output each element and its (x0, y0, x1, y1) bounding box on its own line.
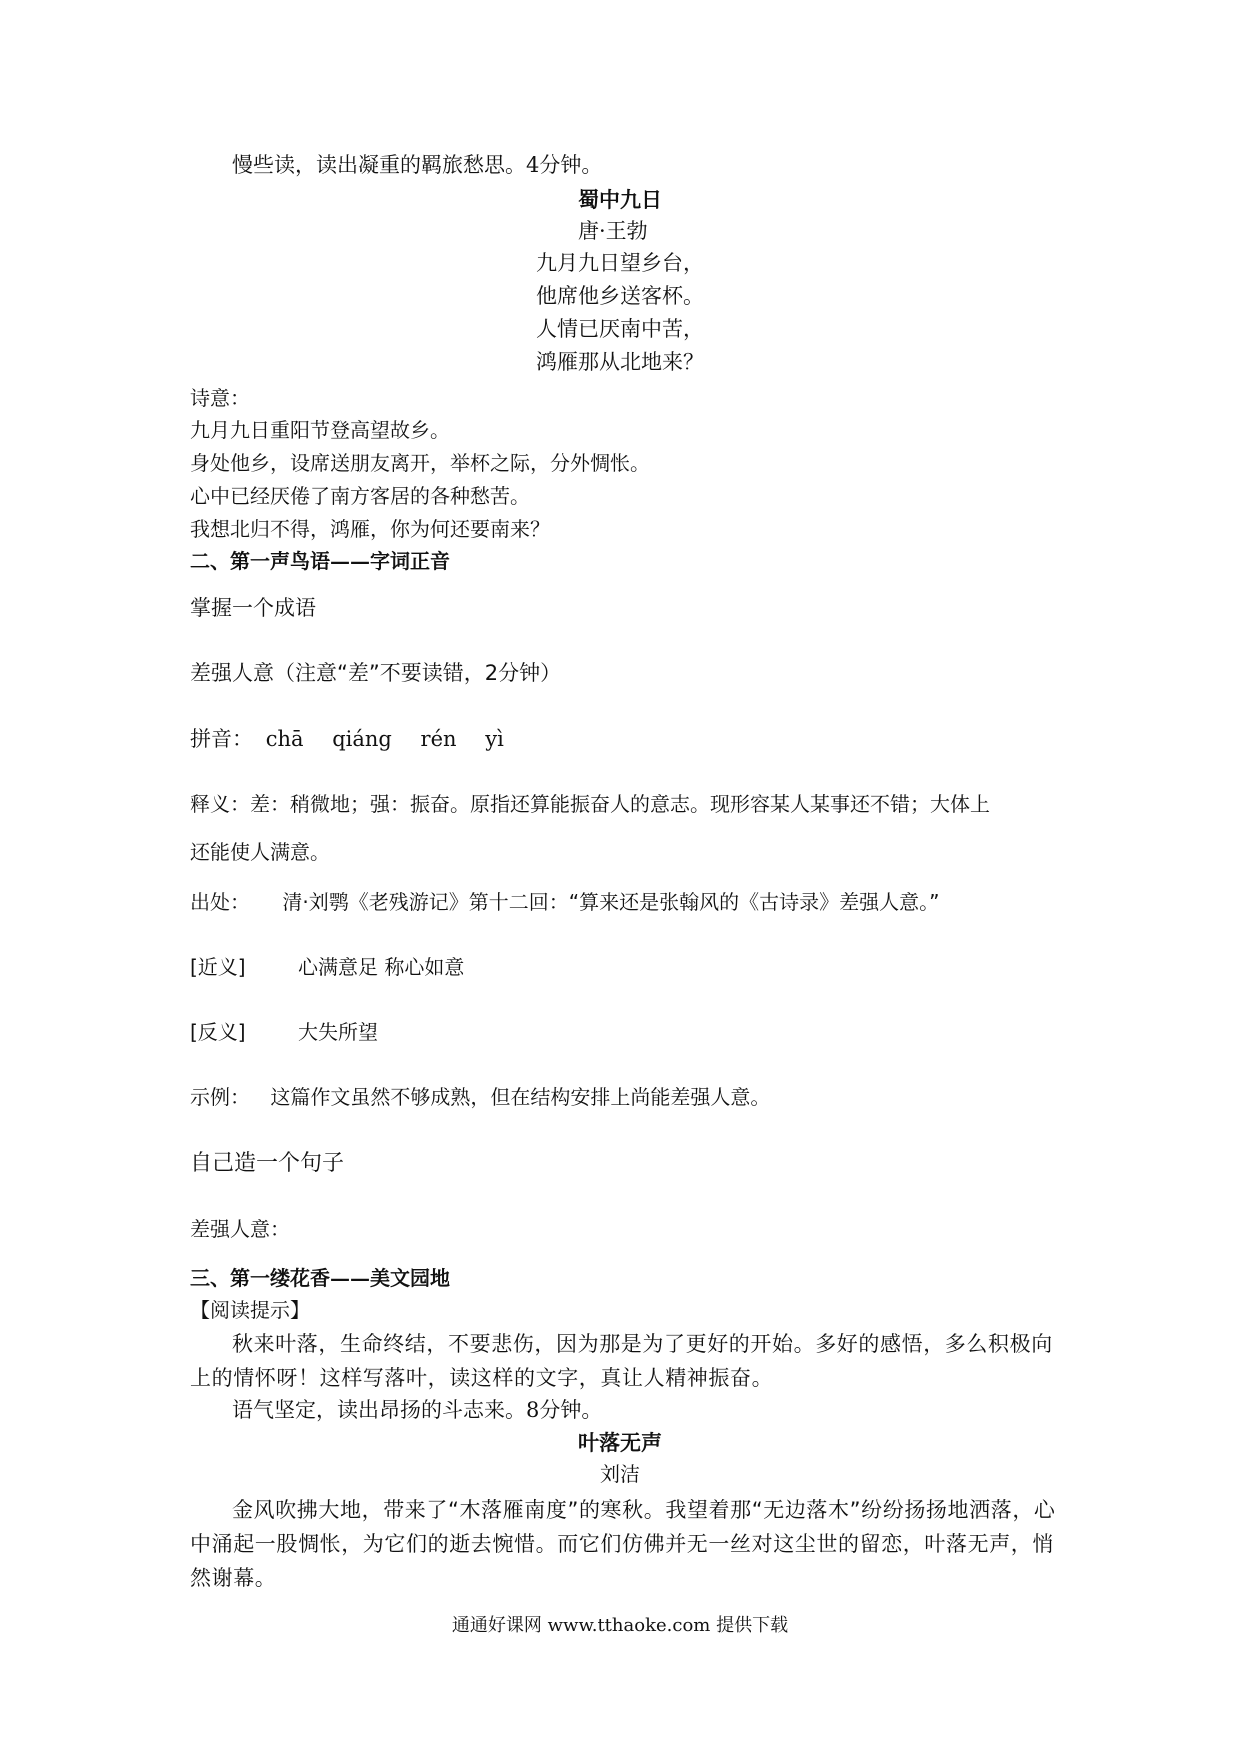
section-heading: 二、第一声鸟语——字词正音 (190, 549, 450, 573)
reading-tip-line: 慢些读，读出凝重的羁旅愁思。4分钟。 (232, 153, 603, 177)
meaning-line: 我想北归不得，鸿雁，你为何还要南来？ (190, 517, 550, 541)
antonym-text: 大失所望 (297, 1020, 378, 1044)
source-row (190, 890, 939, 914)
essay-paragraph: 金风吹拂大地，带来了“木落雁南度”的寒秋。我望着那“无边落木”纷纷扬扬地洒落，心中涌起一股惆怅，为它们的逝去惋惜。而它们仿佛并无一丝对这尘世的留恋，叶落无声，悄然谢幕。 (190, 1498, 1056, 1590)
synonym-text: 心满意足 称心如意 (297, 955, 465, 979)
meaning-line: 九月九日重阳节登高望故乡。 (190, 418, 450, 442)
example-row (190, 1085, 770, 1109)
meaning-line: 心中已经厌倦了南方客居的各种愁苦。 (190, 484, 530, 508)
poem-line: 九月九日望乡台， (536, 251, 704, 275)
pinyin-label: 拼音： (190, 727, 253, 751)
make-sentence-prompt: 自己造一个句子 (190, 1151, 345, 1176)
pinyin-syllable: yì (485, 727, 504, 751)
meaning-label: 诗意： (190, 386, 250, 410)
reading-tip-line: 语气坚定，读出昂扬的斗志来。8分钟。 (232, 1398, 603, 1422)
example-text: 这篇作文虽然不够成熟，但在结构安排上尚能差强人意。 (270, 1085, 771, 1109)
definition-row (190, 792, 990, 816)
reading-tip-label: 【阅读提示】 (190, 1298, 310, 1322)
reading-tip-paragraph: 秋来叶落，生命终结，不要悲伤，因为那是为了更好的开始。多好的感悟，多么积极向上的情怀呀！这样写落叶，读这样的文字，真让人精神振奋。 (190, 1332, 1053, 1390)
antonym-row (190, 1020, 378, 1044)
definition-label: 释义： (190, 792, 250, 816)
poem-line: 他席他乡送客杯。 (536, 284, 704, 308)
sentence-prompt: 差强人意： (190, 1217, 290, 1241)
poem-line: 人情已厌南中苦， (536, 317, 704, 341)
idiom-intro: 掌握一个成语 (190, 596, 316, 620)
poem-line: 鸿雁那从北地来？ (536, 350, 704, 374)
pinyin-syllable: chā (265, 727, 304, 751)
pinyin-syllable: qiáng (332, 727, 392, 751)
poem-author: 唐·王勃 (578, 219, 648, 243)
section-heading: 三、第一缕花香——美文园地 (190, 1266, 450, 1290)
meaning-line: 身处他乡，设席送朋友离开，举杯之际，分外惆怅。 (190, 451, 650, 475)
essay-title: 叶落无声 (578, 1430, 662, 1455)
definition-text: 还能使人满意。 (190, 840, 330, 864)
definition-text: 差：稍微地；强：振奋。原指还算能振奋人的意志。现形容某人某事还不错；大体上 (250, 792, 990, 816)
poem-title: 蜀中九日 (578, 187, 662, 212)
page-footer: 通通好课网 www.tthaoke.com 提供下载 (451, 1615, 789, 1636)
pinyin-syllable: rén (420, 727, 457, 751)
source-text: 清·刘鹗《老残游记》第十二回：“算来还是张翰风的《古诗录》差强人意。” (282, 890, 940, 914)
synonym-row (190, 955, 464, 979)
example-label: 示例： (190, 1085, 250, 1109)
idiom-title: 差强人意（注意“差”不要读错，2分钟） (190, 661, 562, 685)
antonym-label: [反义] (190, 1020, 246, 1044)
pinyin-row (190, 727, 504, 752)
synonym-label: [近义] (190, 955, 246, 979)
essay-author: 刘洁 (600, 1462, 640, 1486)
source-label: 出处： (190, 890, 250, 914)
